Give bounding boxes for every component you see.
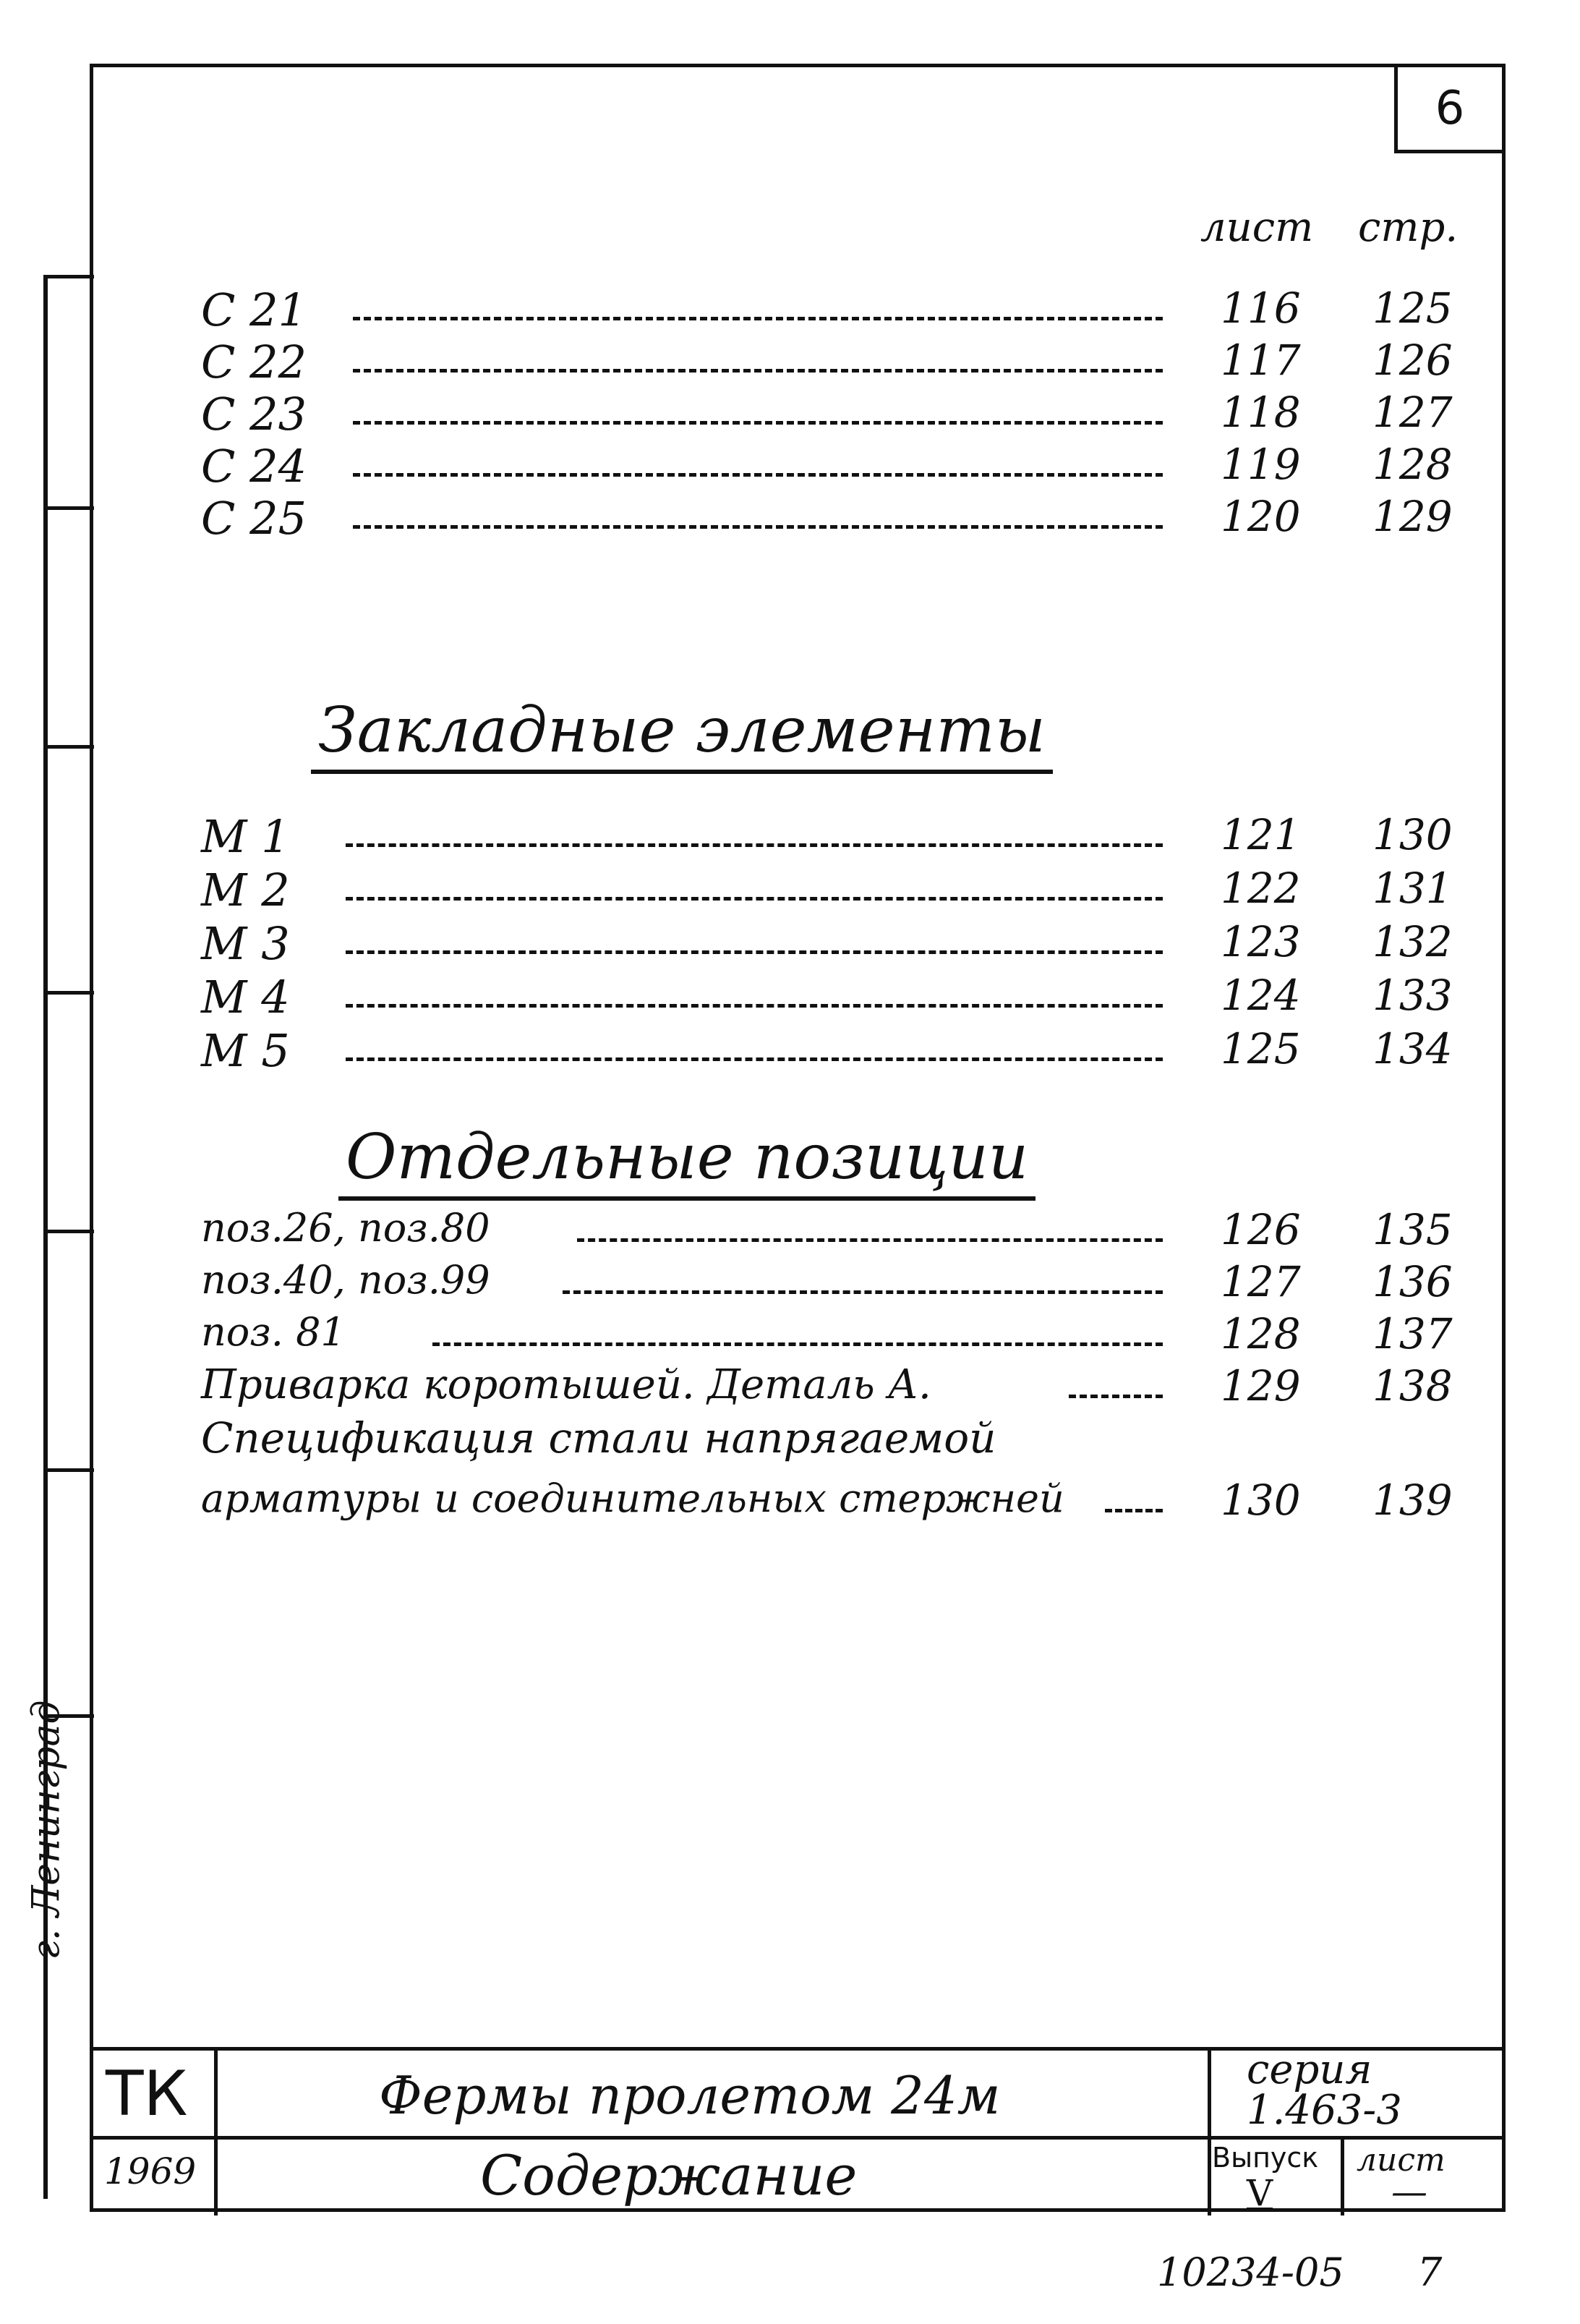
toc-sheet: 130 [1221,1476,1301,1525]
toc-row [201,1205,1474,1256]
toc-row [201,336,1474,386]
leader-line [353,473,1163,477]
toc-sheet: 120 [1221,492,1301,541]
toc-label: поз.40, поз.99 [201,1257,490,1303]
leader-line [346,843,1163,847]
toc-page: 136 [1372,1257,1453,1306]
toc-label: С 24 [201,440,307,493]
title-block-divider [1208,2051,1211,2216]
title-block-divider [1341,2136,1344,2216]
toc-label: С 25 [201,492,307,545]
leader-line [346,950,1163,954]
toc-page: 132 [1372,917,1453,966]
leader-line [353,369,1163,373]
toc-page: 135 [1372,1205,1453,1254]
toc-row [201,917,1474,968]
sheet-label: лист [1357,2142,1446,2179]
toc-sheet: 129 [1221,1361,1301,1410]
heading-underline [338,1196,1035,1201]
toc-row [201,1361,1474,1412]
toc-label: М 4 [201,971,290,1023]
toc-page: 137 [1372,1309,1453,1358]
toc-sheet: 121 [1221,810,1301,859]
toc-sheet: 117 [1221,336,1301,385]
toc-row [201,1309,1474,1360]
series-value: 1.463-3 [1247,2087,1402,2134]
year: 1969 [104,2150,197,2192]
leader-line [353,525,1163,529]
toc-page: 139 [1372,1476,1453,1525]
toc-label: М 3 [201,917,290,970]
toc-page: 138 [1372,1361,1453,1410]
section-heading-embedded [318,694,1046,767]
leader-line [353,421,1163,425]
toc-page: 125 [1372,284,1453,333]
series-label: серия [1247,2046,1372,2093]
page-number-box [1394,64,1506,153]
leader-line [346,897,1163,901]
toc-sheet: 118 [1221,388,1301,437]
drawing-subtitle: Содержание [480,2143,858,2208]
leader-line [1105,1509,1163,1512]
issue-label: Выпуск [1212,2142,1319,2174]
margin-tick [43,275,94,278]
vertical-stamp-text: г. Ленинград [25,1700,69,1960]
toc-label: Приварка коротышей. Деталь А. [201,1361,931,1408]
toc-label: поз.26, поз.80 [201,1205,490,1251]
toc-sheet: 127 [1221,1257,1301,1306]
leader-line [346,1057,1163,1061]
toc-label: М 5 [201,1024,290,1077]
toc-sheet: 128 [1221,1309,1301,1358]
margin-tick [43,991,94,995]
toc-sheet: 124 [1221,971,1301,1020]
toc-row [201,492,1474,545]
toc-row [201,864,1474,914]
column-header-sheet: лист [1200,204,1314,251]
toc-page: 133 [1372,971,1453,1020]
leader-line [346,1004,1163,1008]
toc-page: 129 [1372,492,1453,541]
margin-tick [43,745,94,749]
section-heading-text: Закладные элементы [318,694,1046,767]
toc-label: арматуры и соединительных стержней [201,1476,1064,1521]
toc-row [201,1257,1474,1308]
margin-tick [43,1230,94,1233]
section-heading-text: Отдельные позиции [346,1121,1029,1193]
toc-label: С 23 [201,388,307,440]
title-block-divider [214,2051,218,2216]
toc-sheet: 119 [1221,440,1301,489]
leader-line [353,317,1163,320]
toc-sheet: 125 [1221,1024,1301,1073]
footer-page: 7 [1417,2249,1443,2295]
leader-line [1069,1395,1163,1398]
toc-label: С 21 [201,284,307,336]
toc-page: 131 [1372,864,1453,913]
org-code: ТК [106,2058,188,2130]
toc-sheet: 123 [1221,917,1301,966]
toc-row [201,1476,1474,1526]
toc-sheet: 126 [1221,1205,1301,1254]
margin-tick [43,1468,94,1472]
footer-code: 10234-05 [1157,2249,1344,2295]
drawing-title: Фермы пролетом 24м [379,2065,1001,2126]
section-heading-positions [346,1121,1028,1193]
toc-row [201,284,1474,334]
toc-sheet: 116 [1221,284,1301,333]
leader-line [577,1238,1163,1242]
toc-row [201,388,1474,438]
title-block-divider [90,2136,1506,2140]
toc-row [201,810,1474,861]
toc-page: 127 [1372,388,1453,437]
toc-label: С 22 [201,336,307,388]
toc-page: 130 [1372,810,1453,859]
toc-page: 126 [1372,336,1453,385]
toc-sheet: 122 [1221,864,1301,913]
toc-page: 128 [1372,440,1453,489]
spec-line-1: Спецификация стали напрягаемой [201,1413,996,1463]
toc-label: поз. 81 [201,1309,346,1355]
toc-row [201,1024,1474,1075]
margin-tick [43,506,94,510]
toc-label: М 2 [201,864,290,916]
sheet-value: — [1391,2171,1427,2213]
leader-line [563,1290,1163,1294]
column-header-page: стр. [1358,204,1459,251]
title-block [90,2047,1506,2216]
toc-row [201,440,1474,493]
toc-page: 134 [1372,1024,1453,1073]
page-number: 6 [1435,82,1465,135]
issue-value: V [1247,2172,1273,2214]
heading-underline [311,770,1053,774]
toc-row [201,971,1474,1021]
toc-label: М 1 [201,810,290,863]
leader-line [432,1342,1163,1346]
vertical-stamp [7,1577,87,2083]
